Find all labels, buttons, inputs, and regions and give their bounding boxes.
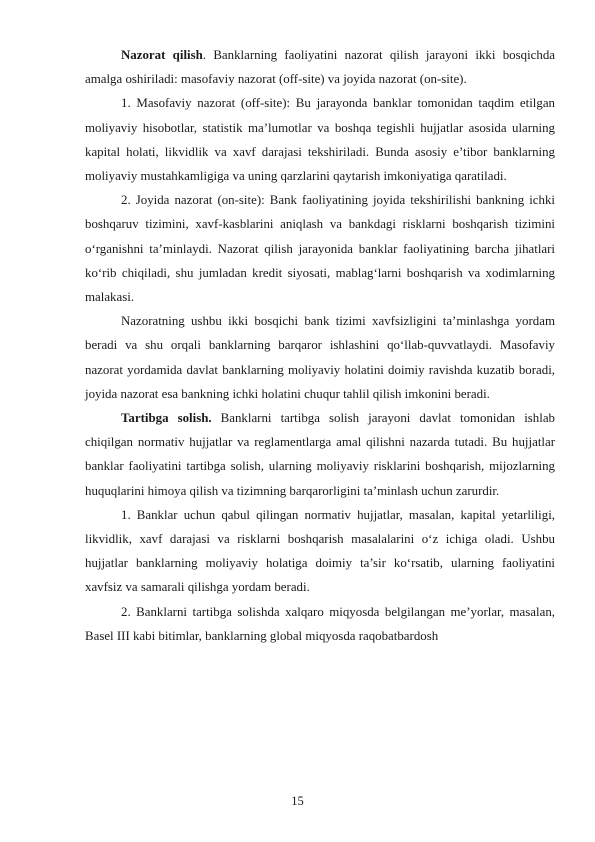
paragraph-nazorat-summary [85, 309, 555, 406]
paragraph-text: 1. Masofaviy nazorat (off-site): Bu jarayonda banklar tomonidan taqdim etilgan moliyaviy hisobotlar, statistik ma’lumotlar va boshqa tegishli hujjatlar asosida ularning kapital holati, likvidlik va xavf darajasi tekshiriladi. Bunda asosiy e’tibor banklarning moliyaviy mustahkamligiga va uning qarzlarini qaytarish imkoniyatiga qaratiladi. [85, 96, 555, 184]
paragraph-lead: Nazorat qilish [121, 48, 203, 62]
paragraph-normativ-hujjatlar [85, 503, 555, 600]
paragraph-text: 2. Joyida nazorat (on-site): Bank faoliyatining joyida tekshirilishi bankning ichki boshqaruv tizimini, xavf-kasblarini aniqlash va bankdagi risklarni boshqarish tizimini o‘rganishni ta’minlaydi. Nazorat qilish jarayonida banklar faoliyatining barcha jihatlari ko‘rib chiqiladi, shu jumladan kredit siyosati, mablag‘larni boshqarish va xodimlarning malakasi. [85, 193, 555, 305]
paragraph-joyida-nazorat [85, 188, 555, 309]
page-number: 15 [291, 794, 304, 808]
body-text [85, 43, 555, 648]
paragraph-tartibga-solish [85, 406, 555, 503]
paragraph-xalqaro-meyorlar [85, 600, 555, 648]
paragraph-nazorat-qilish [85, 43, 555, 91]
paragraph-text: . Banklarning faoliyatini nazorat qilish jarayoni ikki bosqichda amalga oshiriladi: masofaviy nazorat (off-site) va joyida nazorat (on-site). [85, 48, 556, 87]
paragraph-text: 1. Banklar uchun qabul qilingan normativ hujjatlar, masalan, kapital yetarliligi, likvidlik, xavf darajasi va risklarni boshqarish masalalarini o‘z ichiga oladi. Ushbu hujjatlar banklarning moliyaviy holatiga doimiy ta’sir ko‘rsatib, ularning faoliyatini xavfsiz va samarali qilishga yordam beradi. [85, 507, 555, 595]
paragraph-text: Banklarni tartibga solish jarayoni davlat tomonidan ishlab chiqilgan normativ hujjatlar va reglamentlarga amal qilishni nazarda tutadi. Bu hujjatlar banklar faoliyatini tartibga solish, ularning moliyaviy risklarini boshqarish, mijozlarning huquqlarini himoya qilish va tizimning barqarorligini ta’minlash uchun zarurdir. [85, 411, 555, 498]
paragraph-masofaviy-nazorat [85, 91, 555, 188]
paragraph-text: Nazoratning ushbu ikki bosqichi bank tizimi xavfsizligini ta’minlashga yordam beradi va shu orqali banklarning barqaror ishlashini qo‘llab-quvvatlaydi. Masofaviy nazorat yordamida davlat banklarning moliyaviy holatini doimiy ravishda kuzatib boradi, joyida nazorat esa bankning ichki holatini chuqur tahlil qilish imkonini beradi. [85, 314, 555, 401]
paragraph-text: 2. Banklarni tartibga solishda xalqaro miqyosda belgilangan me’yorlar, masalan, Basel III kabi bitimlar, banklarning global miqyosda raqobatbardosh [85, 604, 555, 643]
paragraph-lead: Tartibga solish. [121, 411, 212, 426]
